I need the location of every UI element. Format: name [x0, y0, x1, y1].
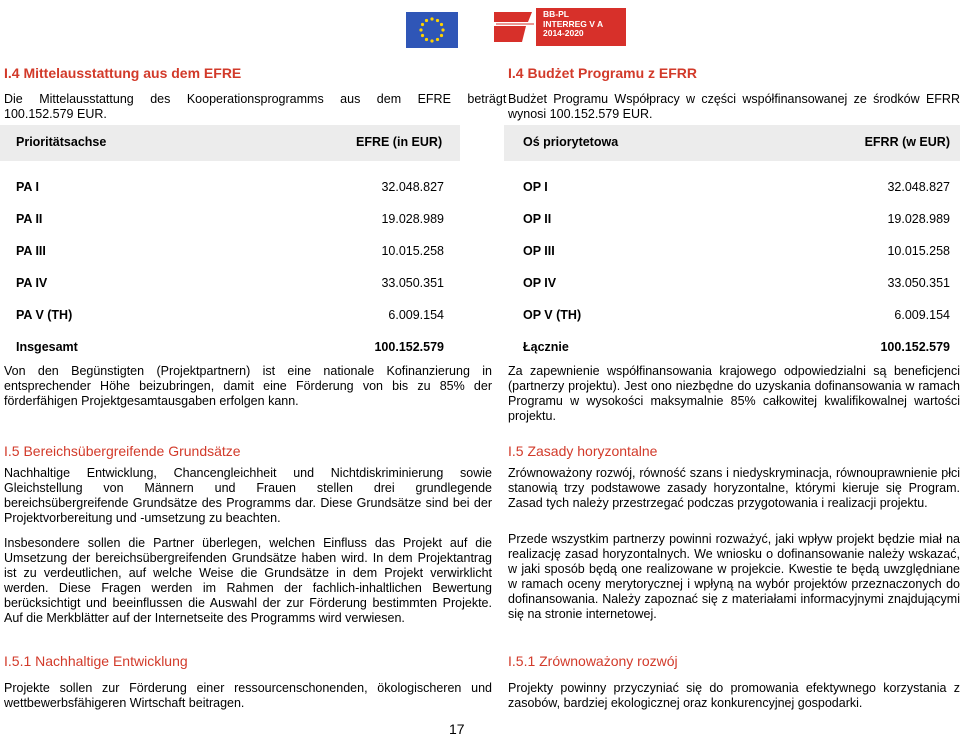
- right-column-polish: [480, 0, 960, 738]
- row-value: 19.028.989: [381, 212, 444, 226]
- row-value: 6.009.154: [388, 308, 444, 322]
- paragraph: Przede wszystkim partnerzy powinni rozważyć, jaki wpływ projekt będzie miał na realizację zasad horyzontalnych. We wniosku o dofinansowanie należy wskazać, w jaki sposób będą one realizowane w projekcie. Kwestie te będą uwzględniane w ramach oceny merytorycznej i wpłyną na wybór projektów przeznaczonych do dofinansowania. Należy zapoznać się z materiałami informacyjnymi znajdującymi się na stronie internetowej.: [508, 532, 960, 621]
- row-value: 100.152.579: [880, 340, 950, 354]
- row-value: 32.048.827: [887, 180, 950, 194]
- section-title: I.4 Mittelausstattung aus dem EFRE: [4, 65, 242, 81]
- table-row-total: [0, 332, 460, 364]
- row-label: OP V (TH): [523, 308, 582, 322]
- table-row: [504, 268, 960, 300]
- row-value: 10.015.258: [887, 244, 950, 258]
- table-row: [0, 204, 460, 236]
- row-value: 100.152.579: [374, 340, 444, 354]
- program-logo-line: BB-PL: [543, 9, 569, 19]
- table-row: [0, 172, 460, 204]
- table-row: [0, 236, 460, 268]
- section-title: I.5.1 Nachhaltige Entwicklung: [4, 653, 188, 669]
- row-value: 10.015.258: [381, 244, 444, 258]
- intro-line: Die Mittelausstattung des Kooperationsprogramms aus dem EFRE beträgt: [4, 92, 507, 106]
- row-value: 33.050.351: [381, 276, 444, 290]
- program-logo-line: INTERREG V A: [543, 18, 604, 29]
- table-row: [504, 204, 960, 236]
- section-title: I.4 Budżet Programu z EFRR: [508, 65, 698, 81]
- program-logo-line: 2014-2020: [543, 28, 584, 38]
- column-header: Prioritätsachse: [16, 135, 107, 149]
- row-label: OP III: [523, 244, 555, 258]
- section-title: I.5 Zasady horyzontalne: [508, 443, 658, 459]
- row-label: PA III: [16, 244, 46, 258]
- section-title: I.5.1 Zrównoważony rozwój: [508, 653, 678, 669]
- row-label: OP II: [523, 212, 552, 226]
- column-header: EFRE (in EUR): [356, 135, 443, 149]
- paragraph: Projekte sollen zur Förderung einer ressourcenschonenden, ökologischeren und wettbewerbsfähigeren Wirtschaft beitragen.: [4, 681, 492, 710]
- table-row-total: [504, 332, 960, 364]
- table-row: [504, 236, 960, 268]
- table-row: [0, 300, 460, 332]
- paragraph: Projekty powinny przyczyniać się do promowania efektywnego korzystania z zasobów, bardziej ekologicznej oraz konkurencyjnej gospodarki.: [508, 681, 960, 710]
- row-label: PA IV: [16, 276, 48, 290]
- paragraph: Insbesondere sollen die Partner überlegen, welchen Einfluss das Projekt auf die Umsetzung der bereichsübergreifenden Grundsätze haben wird. In dem Projektantrag ist zu verdeutlichen, auf welche Weise die Grundsätze in dem Projekt verwirklicht werden. Diese Fragen werden im Rahmen der fachlich-inhaltlichen Bewertung berücksichtigt und beeinflussen die Auswahl der zur Förderung bestimmten Projekte. Auf die Merkblätter auf der Internetseite des Programms wird verwiesen.: [4, 536, 492, 625]
- table-row: [504, 172, 960, 204]
- row-label: PA II: [16, 212, 43, 226]
- paragraph: Za zapewnienie współfinansowania krajowego odpowiedzialni są beneficjenci (partnerzy projektu). Jest ono niezbędne do uzyskania dofinansowania w ramach Programu w wysokości maksymalnie 85% całkowitej kwalifikowalnej wartości projektu.: [508, 364, 960, 423]
- page-number: 17: [449, 721, 465, 737]
- row-label: Insgesamt: [16, 340, 78, 354]
- row-value: 32.048.827: [381, 180, 444, 194]
- row-label: PA I: [16, 180, 39, 194]
- row-value: 6.009.154: [894, 308, 950, 322]
- section-title: I.5 Bereichsübergreifende Grundsätze: [4, 443, 241, 459]
- row-label: OP IV: [523, 276, 557, 290]
- table-header: [504, 125, 960, 161]
- column-header: Oś priorytetowa: [523, 135, 619, 149]
- paragraph: Von den Begünstigten (Projektpartnern) ist eine nationale Kofinanzierung in entsprechender Höhe beizubringen, damit eine Förderung von bis zu 85% der förderfähigen Projektgesamtausgaben erfolgen kann.: [4, 364, 492, 408]
- row-label: PA V (TH): [16, 308, 73, 322]
- paragraph: Nachhaltige Entwicklung, Chancengleichheit und Nichtdiskriminierung sowie Gleichstellung von Männern und Frauen stellen drei grundlegende bereichsübergreifende Grundsätze des Programms dar. Diese Grundsätze sind bei der Projektvorbereitung und -umsetzung zu beachten.: [4, 466, 492, 525]
- paragraph: Zrównoważony rozwój, równość szans i niedyskryminacja, równouprawnienie płci stanowią trzy podstawowe zasady horyzontalne, którymi kieruje się Program. Zasad tych należy przestrzegać podczas przygotowania i realizacji projektu.: [508, 466, 960, 510]
- intro-line: 100.152.579 EUR.: [4, 107, 107, 121]
- paragraph: Budżet Programu Współpracy w części współfinansowanej ze środków EFRR wynosi 100.152.579 EUR.: [508, 92, 960, 121]
- row-value: 19.028.989: [887, 212, 950, 226]
- column-header: EFRR (w EUR): [864, 135, 950, 149]
- row-value: 33.050.351: [887, 276, 950, 290]
- table-row: [0, 268, 460, 300]
- table-header: [0, 125, 460, 161]
- table-row: [504, 300, 960, 332]
- row-label: Łącznie: [523, 340, 569, 354]
- row-label: OP I: [523, 180, 548, 194]
